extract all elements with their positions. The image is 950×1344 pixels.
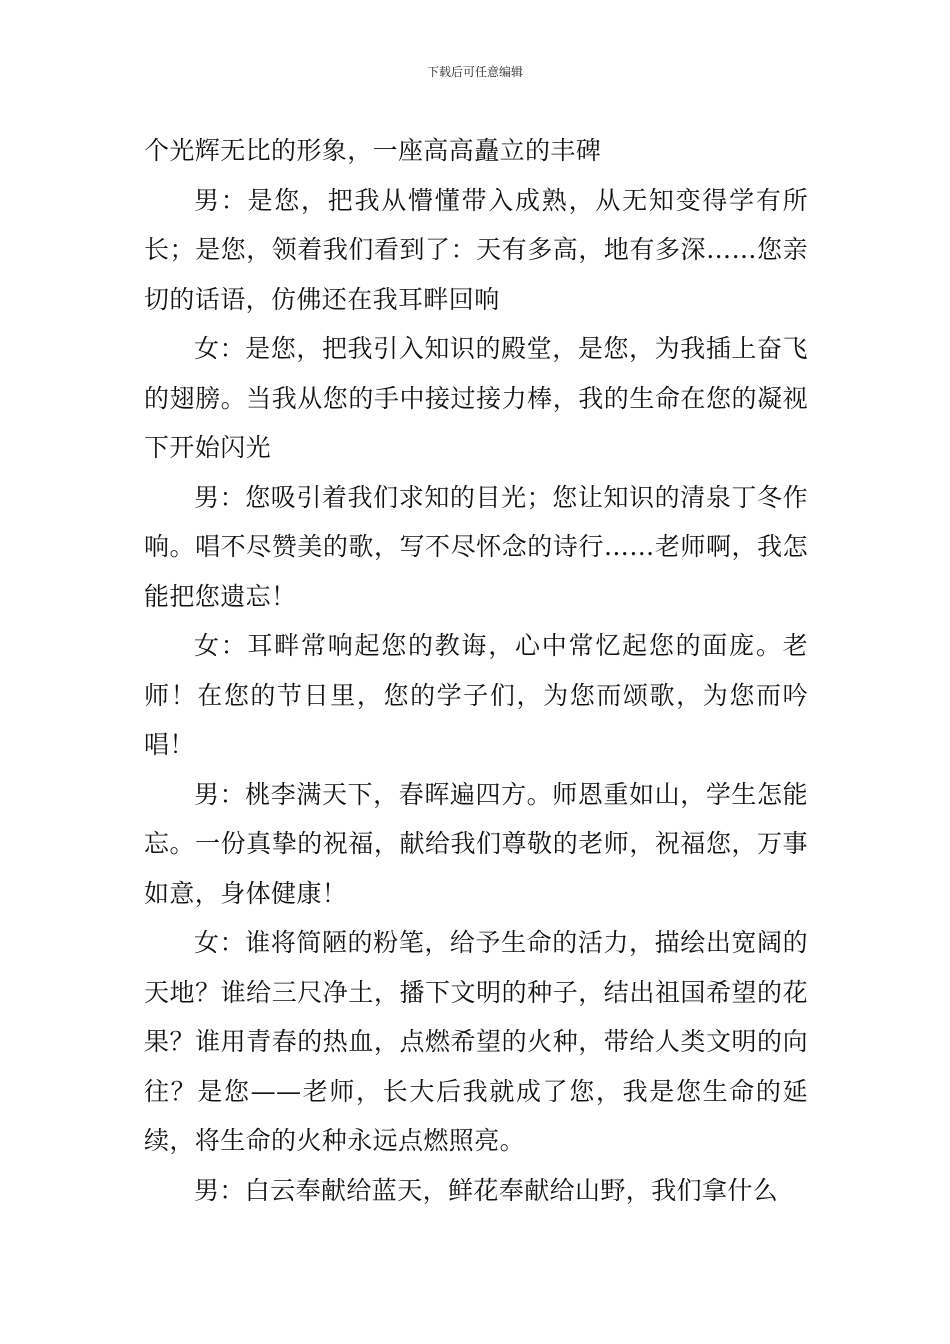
paragraph-male-2: 男：您吸引着我们求知的目光；您让知识的清泉丁冬作响。唱不尽赞美的歌，写不尽怀念的诗行……老师啊，我怎能把您遗忘！: [144, 482, 808, 611]
paragraph-male-1: 男：是您，把我从懵懂带入成熟，从无知变得学有所长；是您，领着我们看到了：天有多高，地有多深……您亲切的话语，仿佛还在我耳畔回响: [144, 185, 808, 314]
page-header: 下载后可任意编辑: [426, 65, 523, 79]
paragraph-continuation: 个光辉无比的形象，一座高高矗立的丰碑: [144, 136, 602, 165]
paragraph-female-3: 女：谁将简陋的粉笔，给予生命的活力，描绘出宽阔的天地？谁给三尺净土，播下文明的种子，结出祖国希望的花果？谁用青春的热血，点燃希望的火种，带给人类文明的向往？是您——老师，长大后我就成了您，我是您生命的延续，将生命的火种永远点燃照亮。: [144, 928, 808, 1155]
document-body: [144, 126, 808, 1215]
paragraph-male-3: 男：桃李满天下，春晖遍四方。师恩重如山，学生怎能忘。一份真挚的祝福，献给我们尊敬的老师，祝福您，万事如意，身体健康！: [144, 779, 808, 908]
paragraph-female-2: 女：耳畔常响起您的教诲，心中常忆起您的面庞。老师！在您的节日里，您的学子们，为您而颂歌，为您而吟唱！: [144, 631, 808, 759]
paragraph-female-1: 女：是您，把我引入知识的殿堂，是您，为我插上奋飞的翅膀。当我从您的手中接过接力棒，我的生命在您的凝视下开始闪光: [144, 334, 808, 462]
paragraph-male-4: 男：白云奉献给蓝天，鲜花奉献给山野，我们拿什么: [194, 1175, 779, 1205]
